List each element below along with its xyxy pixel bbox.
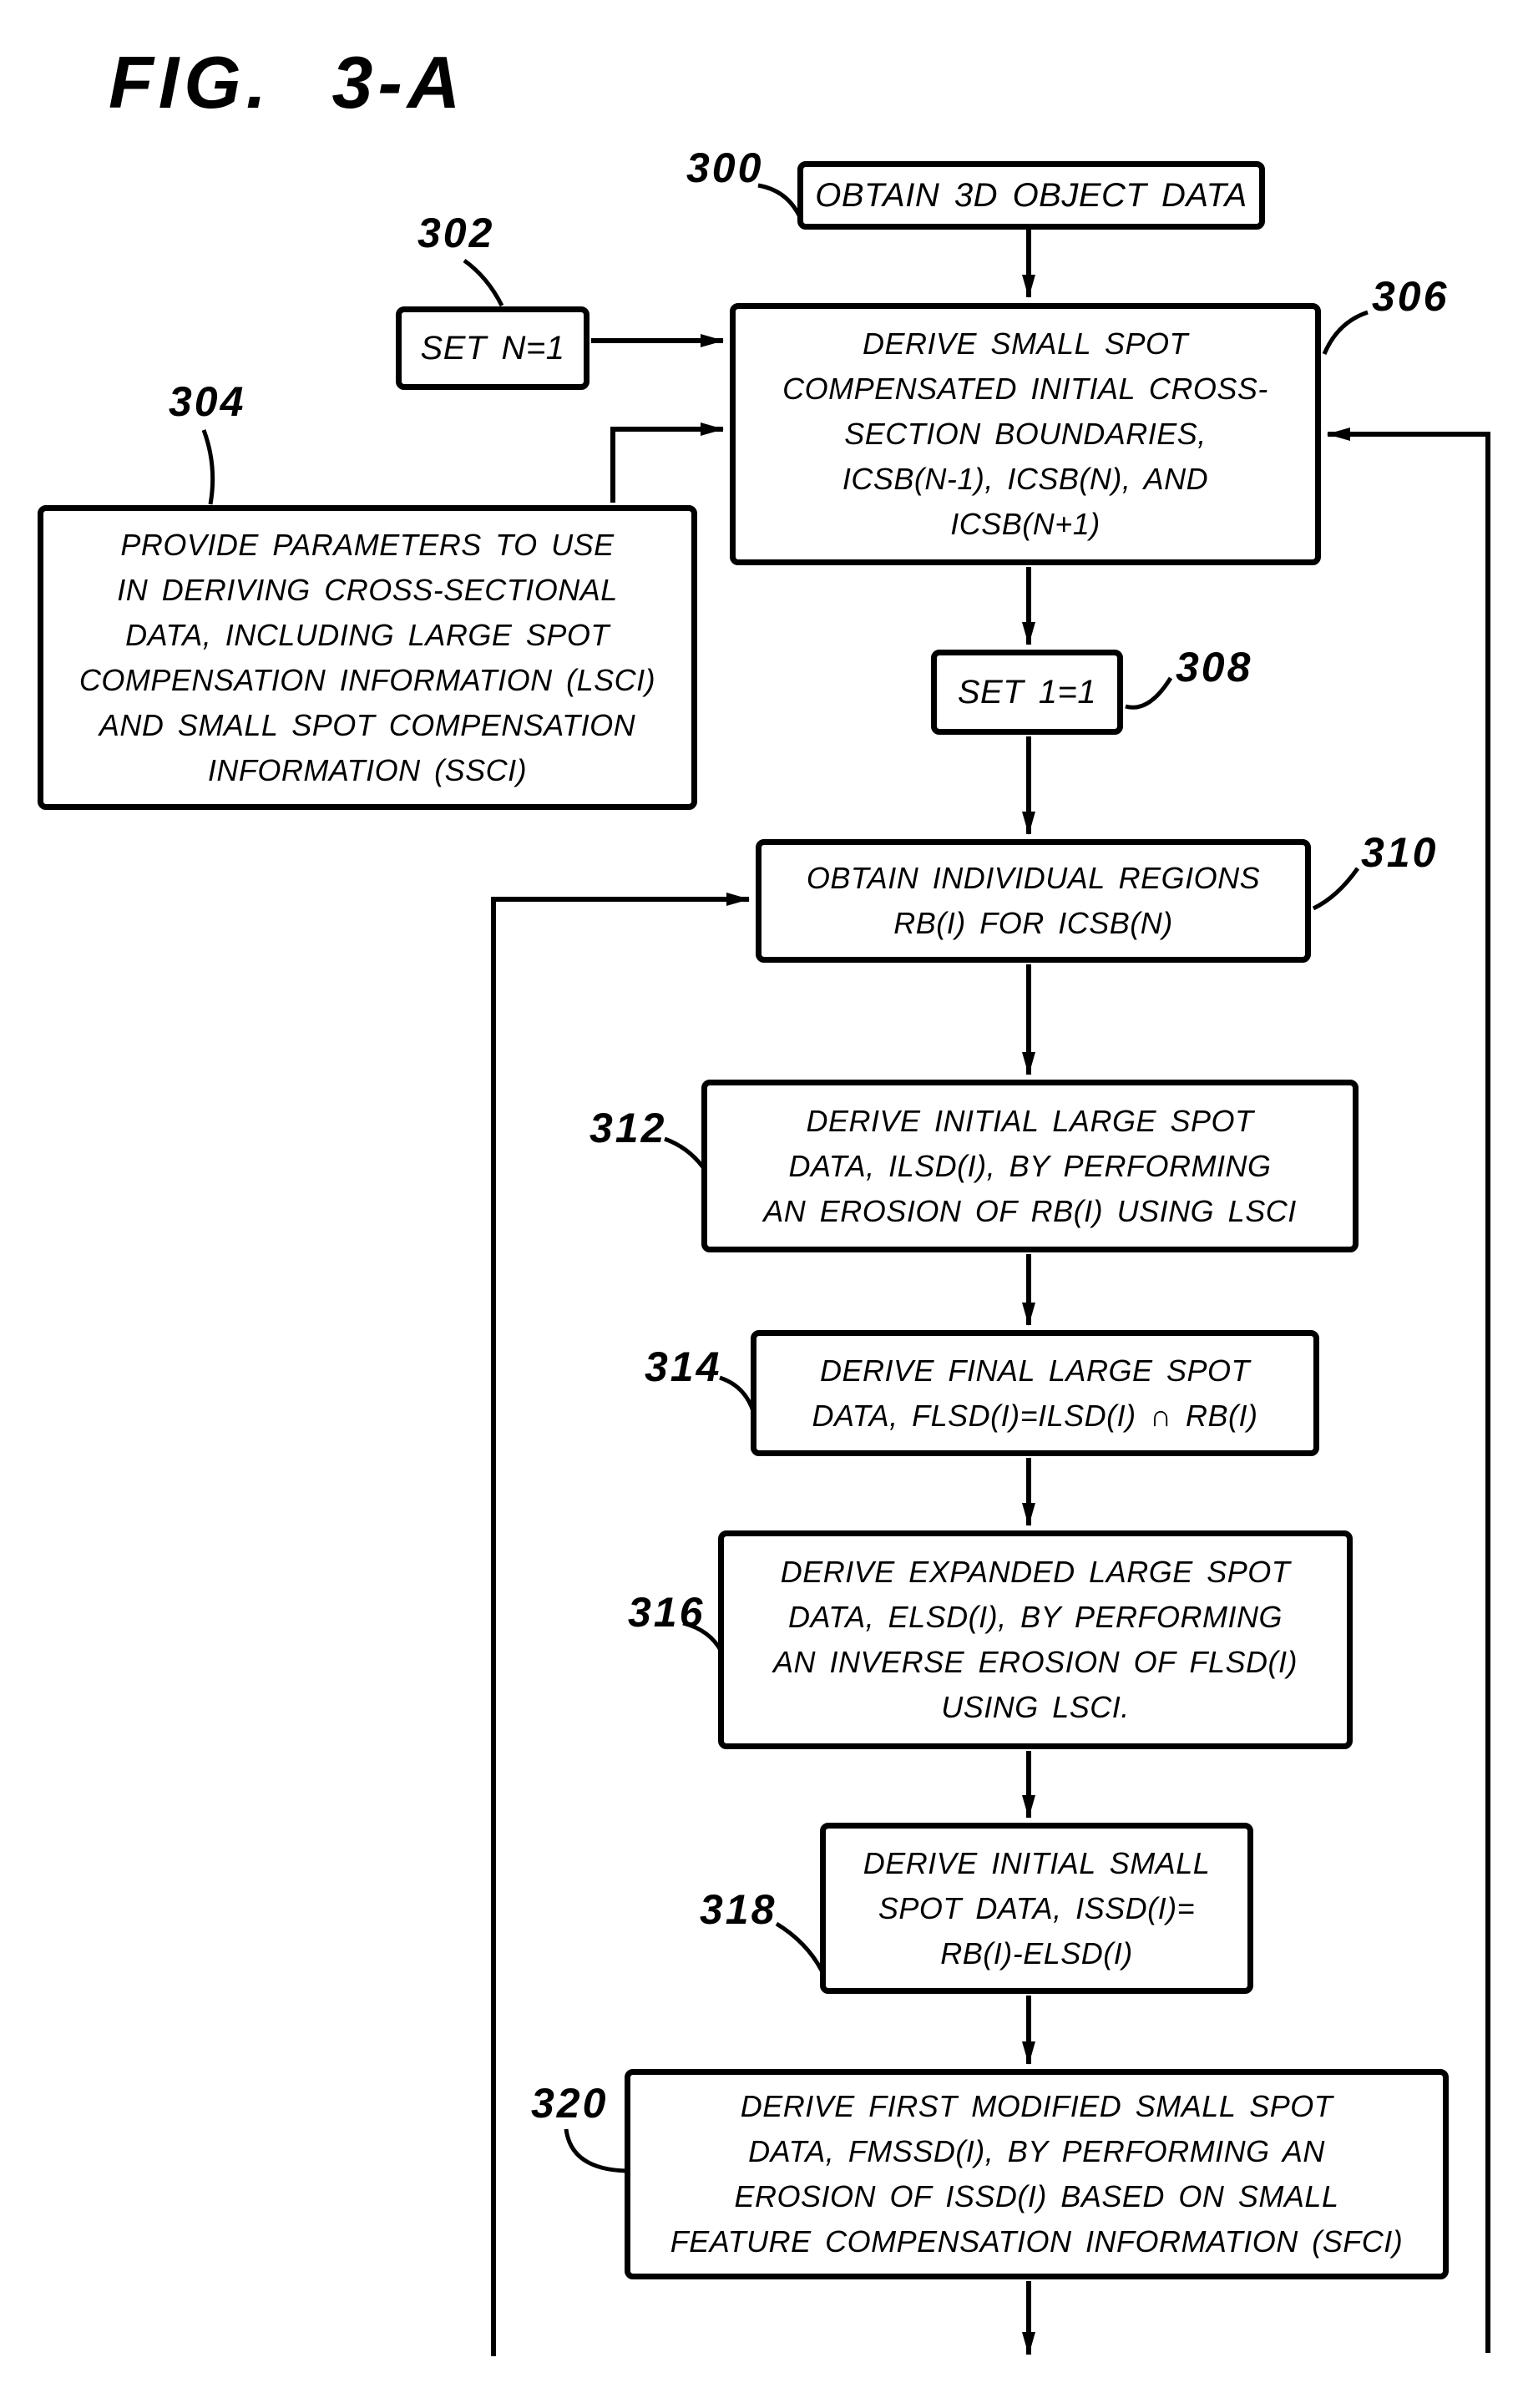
flow-box-320-text: DERIVE FIRST MODIFIED SMALL SPOT DATA, FMSSD(I), BY PERFORMING AN EROSION OF ISSD(I) BASED ON SMALL FEATURE COMPENSATION INFORMATION (SFCI) xyxy=(670,2089,1404,2259)
flow-box-316-text: DERIVE EXPANDED LARGE SPOT DATA, ELSD(I), BY PERFORMING AN INVERSE EROSION OF FLSD(I) USING LSCI. xyxy=(773,1555,1298,1724)
flow-box-306-text: DERIVE SMALL SPOT COMPENSATED INITIAL CROSS- SECTION BOUNDARIES, ICSB(N-1), ICSB(N), AND ICSB(N+1) xyxy=(782,326,1268,541)
flow-box-314 xyxy=(751,1330,1319,1456)
flow-box-308-text: SET 1=1 xyxy=(957,674,1097,711)
flow-box-312 xyxy=(701,1080,1359,1252)
ref-label-304: 304 xyxy=(169,378,246,425)
ref-label-316: 316 xyxy=(628,1589,706,1636)
flow-box-320 xyxy=(625,2069,1449,2279)
flow-box-318 xyxy=(820,1823,1253,1994)
ref-label-306: 306 xyxy=(1372,273,1450,320)
ref-label-302: 302 xyxy=(417,210,495,256)
connector-304-to-306 xyxy=(613,429,723,503)
flow-box-308 xyxy=(931,650,1123,735)
leader-302 xyxy=(464,261,502,306)
ref-label-312: 312 xyxy=(589,1105,667,1151)
flow-box-318-text: DERIVE INITIAL SMALL SPOT DATA, ISSD(I)= RB(I)-ELSD(I) xyxy=(863,1845,1211,1970)
flow-box-304-text: PROVIDE PARAMETERS TO USE IN DERIVING CROSS-SECTIONAL DATA, INCLUDING LARGE SPOT COMPENSATION INFORMATION (LSCI) AND SMALL SPOT COMPENSATION INFORMATION (SSCI) xyxy=(78,527,656,787)
leader-318 xyxy=(777,1924,822,1970)
loop-return-right-line xyxy=(1328,434,1488,2353)
ref-label-314: 314 xyxy=(645,1343,722,1390)
flow-box-300-text: OBTAIN 3D OBJECT DATA xyxy=(815,177,1247,214)
ref-label-308: 308 xyxy=(1176,644,1253,691)
flow-box-314-text: DERIVE FINAL LARGE SPOT DATA, FLSD(I)=ILSD(I) ∩ RB(I) xyxy=(812,1353,1258,1433)
flow-box-310 xyxy=(756,839,1311,963)
ref-label-318: 318 xyxy=(700,1886,777,1933)
ref-label-320: 320 xyxy=(531,2080,609,2127)
figure-title: FIG. 3-A xyxy=(109,41,466,124)
leader-310 xyxy=(1313,868,1358,908)
ref-label-300: 300 xyxy=(686,144,764,191)
flow-box-312-text: DERIVE INITIAL LARGE SPOT DATA, ILSD(I), BY PERFORMING AN EROSION OF RB(I) USING LSCI xyxy=(763,1103,1297,1228)
ref-label-310: 310 xyxy=(1361,829,1439,876)
leader-304 xyxy=(204,430,213,504)
leader-312 xyxy=(665,1139,703,1167)
flow-box-306 xyxy=(730,303,1321,565)
flow-box-302-text: SET N=1 xyxy=(420,330,565,367)
leader-308 xyxy=(1126,678,1171,707)
flow-box-310-text: OBTAIN INDIVIDUAL REGIONS RB(I) FOR ICSB(N) xyxy=(806,861,1261,940)
flow-box-316 xyxy=(718,1530,1353,1749)
flow-box-304 xyxy=(38,505,697,810)
flow-box-302 xyxy=(396,306,589,390)
leader-314 xyxy=(720,1378,753,1411)
leader-306 xyxy=(1324,312,1368,354)
leader-300 xyxy=(758,185,799,215)
flow-box-300 xyxy=(797,161,1265,230)
leader-320 xyxy=(566,2129,626,2171)
